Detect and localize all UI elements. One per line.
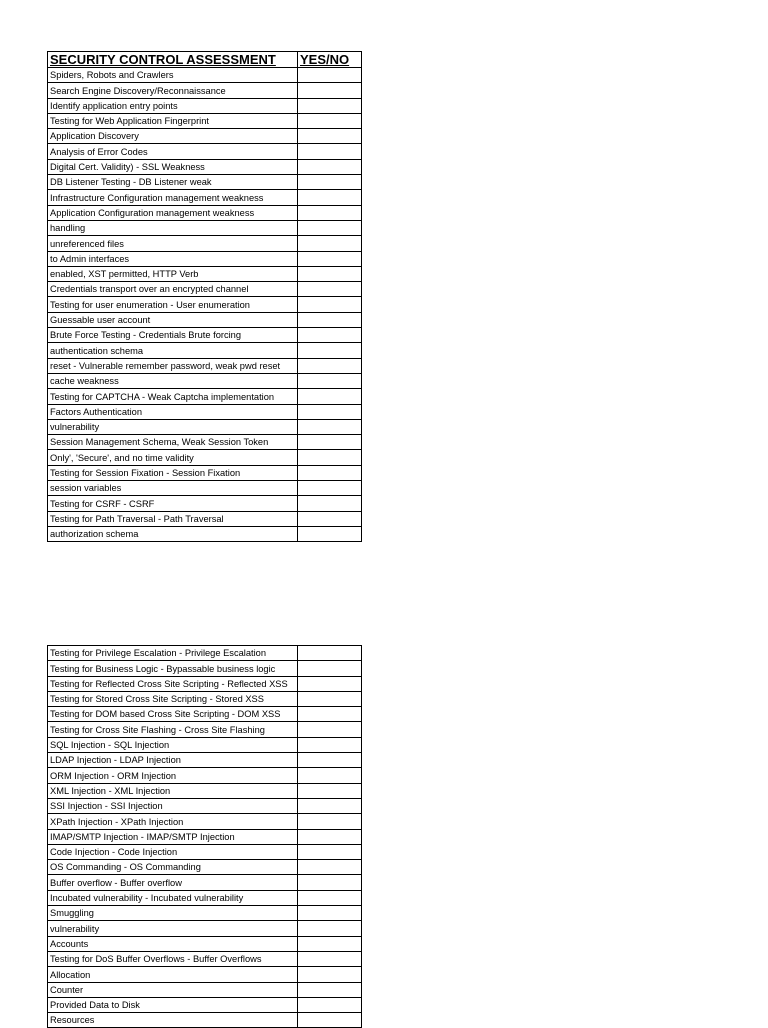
control-label: Testing for Stored Cross Site Scripting - Stored XSS (48, 691, 298, 706)
control-label: Brute Force Testing - Credentials Brute forcing (48, 328, 298, 343)
table-row (48, 707, 362, 722)
control-label: IMAP/SMTP Injection - IMAP/SMTP Injection (48, 829, 298, 844)
control-label: Testing for Session Fixation - Session Fixation (48, 465, 298, 480)
yes-no-cell[interactable] (298, 83, 362, 98)
yes-no-cell[interactable] (298, 860, 362, 875)
yes-no-cell[interactable] (298, 707, 362, 722)
yes-no-cell[interactable] (298, 450, 362, 465)
yes-no-cell[interactable] (298, 753, 362, 768)
table-row (48, 737, 362, 752)
yes-no-cell[interactable] (298, 236, 362, 251)
table-row (48, 768, 362, 783)
control-label: Identify application entry points (48, 98, 298, 113)
table-row (48, 113, 362, 128)
control-label: cache weakness (48, 373, 298, 388)
yes-no-cell[interactable] (298, 890, 362, 905)
yes-no-cell[interactable] (298, 875, 362, 890)
control-label: Counter (48, 982, 298, 997)
assessment-table-1 (47, 51, 362, 542)
table-row (48, 328, 362, 343)
yes-no-cell[interactable] (298, 906, 362, 921)
yes-no-cell[interactable] (298, 144, 362, 159)
control-label: Testing for user enumeration - User enumeration (48, 297, 298, 312)
control-label: vulnerability (48, 419, 298, 434)
control-label: ORM Injection - ORM Injection (48, 768, 298, 783)
yes-no-cell[interactable] (298, 481, 362, 496)
control-label: Accounts (48, 936, 298, 951)
yes-no-cell[interactable] (298, 312, 362, 327)
table-row (48, 205, 362, 220)
table-row (48, 144, 362, 159)
yes-no-cell[interactable] (298, 722, 362, 737)
control-label: Digital Cert. Validity) - SSL Weakness (48, 159, 298, 174)
yes-no-cell[interactable] (298, 251, 362, 266)
yes-no-cell[interactable] (298, 829, 362, 844)
control-label: Factors Authentication (48, 404, 298, 419)
table-row (48, 68, 362, 83)
control-label: Testing for CSRF - CSRF (48, 496, 298, 511)
table-row (48, 358, 362, 373)
control-label: Application Discovery (48, 129, 298, 144)
yes-no-cell[interactable] (298, 68, 362, 83)
control-label: SQL Injection - SQL Injection (48, 737, 298, 752)
control-label: SSI Injection - SSI Injection (48, 798, 298, 813)
table-row (48, 83, 362, 98)
control-label: Only', 'Secure', and no time validity (48, 450, 298, 465)
table-row (48, 921, 362, 936)
control-label: Testing for Business Logic - Bypassable business logic (48, 661, 298, 676)
table-row (48, 890, 362, 905)
control-label: vulnerability (48, 921, 298, 936)
yes-no-cell[interactable] (298, 967, 362, 982)
table-row (48, 982, 362, 997)
control-label: Testing for Cross Site Flashing - Cross Site Flashing (48, 722, 298, 737)
control-label: Testing for DOM based Cross Site Scripting - DOM XSS (48, 707, 298, 722)
control-label: Testing for Reflected Cross Site Scripting - Reflected XSS (48, 676, 298, 691)
control-label: Testing for CAPTCHA - Weak Captcha implementation (48, 389, 298, 404)
yes-no-cell[interactable] (298, 266, 362, 281)
table-row (48, 343, 362, 358)
yes-no-cell[interactable] (298, 691, 362, 706)
control-label: Search Engine Discovery/Reconnaissance (48, 83, 298, 98)
table-row (48, 419, 362, 434)
table-row (48, 404, 362, 419)
yes-no-cell[interactable] (298, 737, 362, 752)
yes-no-cell[interactable] (298, 404, 362, 419)
table-row (48, 159, 362, 174)
table-row (48, 967, 362, 982)
table-row (48, 860, 362, 875)
table-row (48, 282, 362, 297)
yes-no-cell[interactable] (298, 205, 362, 220)
header-row (48, 52, 362, 68)
control-label: Incubated vulnerability - Incubated vulnerability (48, 890, 298, 905)
assessment-title-header: SECURITY CONTROL ASSESSMENT (48, 52, 298, 68)
yes-no-cell[interactable] (298, 526, 362, 541)
yes-no-cell[interactable] (298, 175, 362, 190)
control-label: Infrastructure Configuration management weakness (48, 190, 298, 205)
yes-no-cell[interactable] (298, 373, 362, 388)
control-label: authentication schema (48, 343, 298, 358)
table-row (48, 844, 362, 859)
table-row (48, 481, 362, 496)
table-row (48, 997, 362, 1012)
table-row (48, 266, 362, 281)
table-row (48, 98, 362, 113)
control-label: Credentials transport over an encrypted channel (48, 282, 298, 297)
yes-no-cell[interactable] (298, 435, 362, 450)
table-row (48, 646, 362, 661)
table-row (48, 722, 362, 737)
control-label: session variables (48, 481, 298, 496)
yes-no-cell[interactable] (298, 768, 362, 783)
control-label: Smuggling (48, 906, 298, 921)
table-row (48, 511, 362, 526)
yes-no-cell[interactable] (298, 814, 362, 829)
control-label: Testing for Path Traversal - Path Traversal (48, 511, 298, 526)
yes-no-cell[interactable] (298, 646, 362, 661)
table-row (48, 676, 362, 691)
table-row (48, 753, 362, 768)
yes-no-cell[interactable] (298, 358, 362, 373)
control-label: Allocation (48, 967, 298, 982)
control-label: Testing for Privilege Escalation - Privilege Escalation (48, 646, 298, 661)
table-row (48, 691, 362, 706)
control-label: XPath Injection - XPath Injection (48, 814, 298, 829)
table-row (48, 936, 362, 951)
control-label: Buffer overflow - Buffer overflow (48, 875, 298, 890)
control-label: handling (48, 220, 298, 235)
yes-no-cell[interactable] (298, 98, 362, 113)
yes-no-cell[interactable] (298, 1013, 362, 1028)
table-row (48, 389, 362, 404)
table-row (48, 526, 362, 541)
table-row (48, 906, 362, 921)
table-row (48, 220, 362, 235)
control-label: Spiders, Robots and Crawlers (48, 68, 298, 83)
yes-no-cell[interactable] (298, 465, 362, 480)
table-row (48, 190, 362, 205)
control-label: Analysis of Error Codes (48, 144, 298, 159)
table-row (48, 951, 362, 966)
yes-no-cell[interactable] (298, 282, 362, 297)
yes-no-cell[interactable] (298, 921, 362, 936)
table-row (48, 129, 362, 144)
yes-no-cell[interactable] (298, 129, 362, 144)
table-row (48, 875, 362, 890)
yes-no-header: YES/NO (298, 52, 362, 68)
control-label: Testing for DoS Buffer Overflows - Buffer Overflows (48, 951, 298, 966)
assessment-table-2 (47, 645, 362, 1028)
control-label: reset - Vulnerable remember password, weak pwd reset (48, 358, 298, 373)
yes-no-cell[interactable] (298, 190, 362, 205)
yes-no-cell[interactable] (298, 328, 362, 343)
yes-no-cell[interactable] (298, 159, 362, 174)
yes-no-cell[interactable] (298, 844, 362, 859)
yes-no-cell[interactable] (298, 661, 362, 676)
control-label: DB Listener Testing - DB Listener weak (48, 175, 298, 190)
control-label: OS Commanding - OS Commanding (48, 860, 298, 875)
table-row (48, 251, 362, 266)
control-label: to Admin interfaces (48, 251, 298, 266)
table-row (48, 661, 362, 676)
control-label: LDAP Injection - LDAP Injection (48, 753, 298, 768)
yes-no-cell[interactable] (298, 783, 362, 798)
yes-no-cell[interactable] (298, 676, 362, 691)
yes-no-cell[interactable] (298, 419, 362, 434)
table-row (48, 496, 362, 511)
control-label: authorization schema (48, 526, 298, 541)
table-row (48, 373, 362, 388)
control-label: Guessable user account (48, 312, 298, 327)
control-label: XML Injection - XML Injection (48, 783, 298, 798)
control-label: Testing for Web Application Fingerprint (48, 113, 298, 128)
table-row (48, 312, 362, 327)
control-label: Resources (48, 1013, 298, 1028)
yes-no-cell[interactable] (298, 982, 362, 997)
yes-no-cell[interactable] (298, 220, 362, 235)
yes-no-cell[interactable] (298, 936, 362, 951)
yes-no-cell[interactable] (298, 798, 362, 813)
yes-no-cell[interactable] (298, 389, 362, 404)
table-row (48, 798, 362, 813)
table-row (48, 236, 362, 251)
table-row (48, 814, 362, 829)
control-label: Session Management Schema, Weak Session Token (48, 435, 298, 450)
control-label: enabled, XST permitted, HTTP Verb (48, 266, 298, 281)
table-row (48, 175, 362, 190)
table-row (48, 435, 362, 450)
yes-no-cell[interactable] (298, 343, 362, 358)
yes-no-cell[interactable] (298, 496, 362, 511)
yes-no-cell[interactable] (298, 297, 362, 312)
yes-no-cell[interactable] (298, 511, 362, 526)
control-label: unreferenced files (48, 236, 298, 251)
control-label: Application Configuration management weakness (48, 205, 298, 220)
table-row (48, 1013, 362, 1028)
table-row (48, 829, 362, 844)
table-row (48, 783, 362, 798)
control-label: Code Injection - Code Injection (48, 844, 298, 859)
yes-no-cell[interactable] (298, 113, 362, 128)
yes-no-cell[interactable] (298, 951, 362, 966)
table-row (48, 465, 362, 480)
yes-no-cell[interactable] (298, 997, 362, 1012)
table-row (48, 297, 362, 312)
table-row (48, 450, 362, 465)
control-label: Provided Data to Disk (48, 997, 298, 1012)
